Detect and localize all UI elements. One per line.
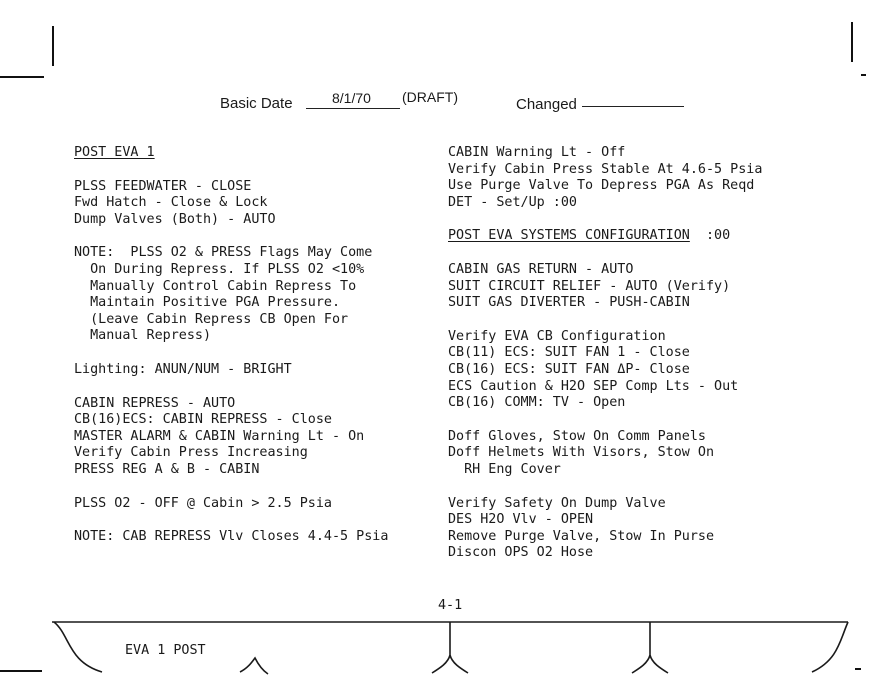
checklist-line: Verify Cabin Press Increasing: [74, 445, 308, 461]
checklist-line: CABIN REPRESS - AUTO: [74, 395, 236, 411]
checklist-line: PRESS REG A & B - CABIN: [74, 461, 260, 477]
checklist-line: SUIT GAS DIVERTER - PUSH-CABIN: [448, 295, 690, 311]
note-line: Manually Control Cabin Repress To: [74, 278, 357, 294]
plss-o2-line: PLSS O2 - OFF @ Cabin > 2.5 Psia: [74, 495, 332, 511]
checklist-line: RH Eng Cover: [448, 461, 561, 477]
checklist-line: DET - Set/Up :00: [448, 194, 577, 210]
checklist-line: CB(16)ECS: CABIN REPRESS - Close: [74, 412, 332, 428]
draft-note: (DRAFT): [402, 89, 458, 105]
note-line: (Leave Cabin Repress CB Open For: [74, 311, 349, 327]
changed-label: Changed: [516, 96, 577, 113]
checklist-line: Remove Purge Valve, Stow In Purse: [448, 528, 715, 544]
lighting-line: Lighting: ANUN/NUM - BRIGHT: [74, 361, 292, 377]
checklist-line: PLSS FEEDWATER - CLOSE: [74, 178, 252, 194]
tab-label: EVA 1 POST: [125, 643, 206, 658]
note-line: On During Repress. If PLSS O2 <10%: [74, 261, 365, 277]
config-title: POST EVA SYSTEMS CONFIGURATION: [448, 228, 690, 244]
checklist-line: SUIT CIRCUIT RELIEF - AUTO (Verify): [448, 278, 731, 294]
note-line: Manual Repress): [74, 328, 212, 344]
checklist-line: DES H2O Vlv - OPEN: [448, 512, 594, 528]
page-number: 4-1: [438, 598, 463, 613]
basic-date-label: Basic Date: [220, 95, 293, 112]
config-time: :00: [705, 228, 731, 244]
note-line: NOTE: PLSS O2 & PRESS Flags May Come: [74, 245, 373, 261]
checklist-line: CABIN GAS RETURN - AUTO: [448, 261, 634, 277]
checklist-line: Dump Valves (Both) - AUTO: [74, 211, 276, 227]
checklist-line: CB(11) ECS: SUIT FAN 1 - Close: [448, 345, 690, 361]
checklist-line: Verify EVA CB Configuration: [448, 328, 666, 344]
checklist-line: CB(16) COMM: TV - Open: [448, 395, 626, 411]
checklist-line: Use Purge Valve To Depress PGA As Reqd: [448, 178, 755, 194]
checklist-line: Doff Helmets With Visors, Stow On: [448, 445, 715, 461]
checklist-line: CB(16) ECS: SUIT FAN ΔP- Close: [448, 361, 690, 377]
checklist-line: Discon OPS O2 Hose: [448, 545, 594, 561]
checklist-line: CABIN Warning Lt - Off: [448, 145, 626, 160]
checklist-line: Verify Safety On Dump Valve: [448, 495, 666, 511]
note-line: NOTE: CAB REPRESS Vlv Closes 4.4-5 Psia: [74, 529, 389, 545]
checklist-line: MASTER ALARM & CABIN Warning Lt - On: [74, 428, 365, 444]
checklist-line: Doff Gloves, Stow On Comm Panels: [448, 428, 706, 444]
note-line: Maintain Positive PGA Pressure.: [74, 295, 341, 311]
post-eva-1-title: POST EVA 1: [74, 145, 155, 160]
checklist-line: ECS Caution & H2O SEP Comp Lts - Out: [448, 378, 739, 394]
checklist-line: Fwd Hatch - Close & Lock: [74, 195, 268, 211]
checklist-line: Verify Cabin Press Stable At 4.6-5 Psia: [448, 161, 763, 177]
basic-date-value: 8/1/70: [332, 90, 371, 106]
